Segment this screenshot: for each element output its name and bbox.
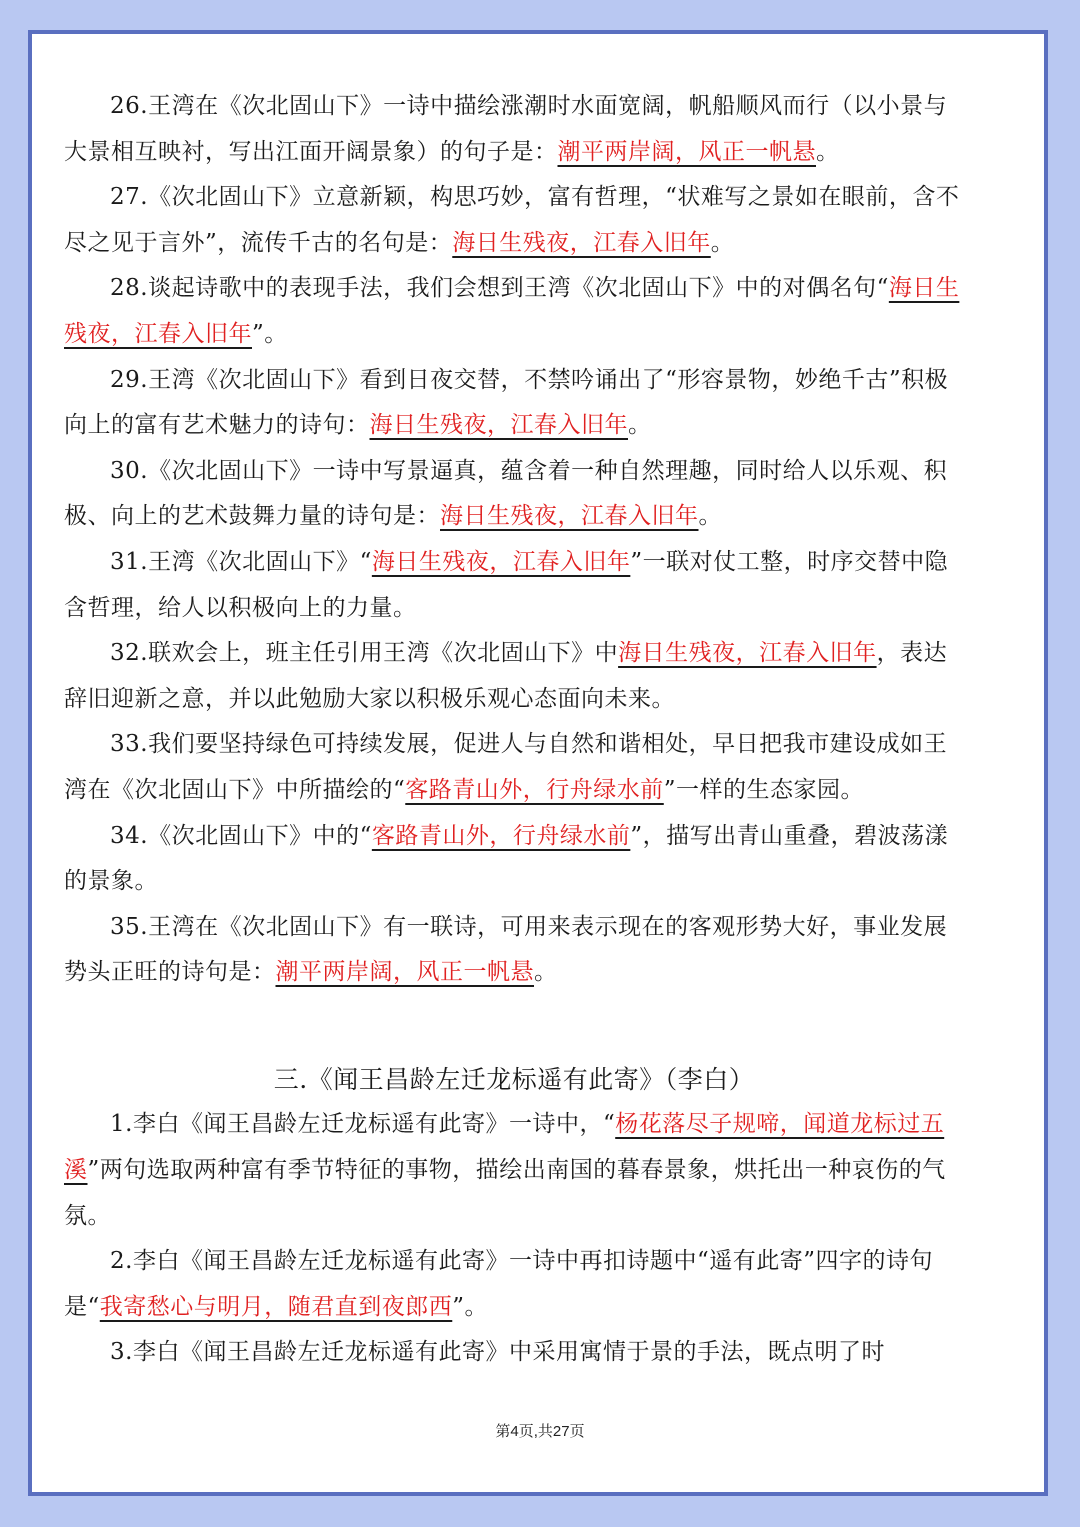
item-28: 28.谈起诗歌中的表现手法，我们会想到王湾《次北固山下》中的对偶名句“海日生残夜，江春入旧年”。	[64, 275, 960, 347]
answer: 海日生残夜，江春入旧年	[452, 229, 711, 256]
item-30: 30.《次北固山下》一诗中写景逼真，蕴含着一种自然理趣，同时给人以乐观、积极、向上的艺术鼓舞力量的诗句是：海日生残夜，江春入旧年。	[64, 457, 948, 530]
document-body	[64, 84, 964, 1376]
item-35: 35.王湾在《次北固山下》有一联诗，可用来表示现在的客观形势大好，事业发展势头正旺的诗句是：潮平两岸阔，风正一帆悬。	[64, 913, 948, 986]
answer: 潮平两岸阔，风正一帆悬	[275, 959, 534, 986]
section-item-1: 1.李白《闻王昌龄左迁龙标遥有此寄》一诗中，“杨花落尽子规啼，闻道龙标过五溪”两句选取两种富有季节特征的事物，描绘出南国的暮春景象，烘托出一种哀伤的气氛。	[64, 1111, 946, 1229]
answer: 我寄愁心与明月，随君直到夜郎西	[99, 1293, 453, 1320]
item-29: 29.王湾《次北固山下》看到日夜交替，不禁吟诵出了“形容景物，妙绝千古”积极向上的富有艺术魅力的诗句：海日生残夜，江春入旧年。	[64, 366, 949, 439]
section-title: 三.《闻王昌龄左迁龙标遥有此寄》（李白）	[273, 1064, 755, 1094]
item-33: 33.我们要坚持绿色可持续发展，促进人与自然和谐相处，早日把我市建设成如王湾在《次北固山下》中所描绘的“客路青山外，行舟绿水前”一样的生态家园。	[64, 731, 948, 803]
answer: 海日生残夜，江春入旧年	[371, 548, 631, 575]
answer: 客路青山外，行舟绿水前	[405, 776, 664, 803]
item-34: 34.《次北固山下》中的“客路青山外，行舟绿水前”，描写出青山重叠，碧波荡漾的景象。	[64, 822, 949, 895]
answer: 潮平两岸阔，风正一帆悬	[557, 138, 816, 165]
answer: 海日生残夜，江春入旧年	[64, 275, 960, 347]
section-item-3: 3.李白《闻王昌龄左迁龙标遥有此寄》中采用寓情于景的手法，既点明了时	[110, 1339, 885, 1366]
answer: 海日生残夜，江春入旧年	[618, 640, 877, 667]
answer: 杨花落尽子规啼，闻道龙标过五溪	[64, 1111, 945, 1184]
item-26: 26.王湾在《次北固山下》一诗中描绘涨潮时水面宽阔，帆船顺风而行（以小景与大景相互映衬，写出江面开阔景象）的句子是：潮平两岸阔，风正一帆悬。	[64, 93, 948, 165]
answer: 客路青山外，行舟绿水前	[371, 822, 631, 849]
page-footer: 第4页,共27页	[495, 1423, 585, 1440]
item-32: 32.联欢会上，班主任引用王湾《次北固山下》中海日生残夜，江春入旧年，表达辞旧迎新之意，并以此勉励大家以积极乐观心态面向未来。	[64, 640, 948, 712]
section-item-2: 2.李白《闻王昌龄左迁龙标遥有此寄》一诗中再扣诗题中“遥有此寄”四字的诗句是“我寄愁心与明月，随君直到夜郎西”。	[64, 1248, 933, 1320]
item-27: 27.《次北固山下》立意新颖，构思巧妙，富有哲理，“状难写之景如在眼前，含不尽之见于言外”，流传千古的名句是：海日生残夜，江春入旧年。	[64, 184, 960, 256]
answer: 海日生残夜，江春入旧年	[369, 412, 628, 439]
answer: 海日生残夜，江春入旧年	[440, 503, 699, 530]
section-gap	[64, 996, 964, 1031]
item-31: 31.王湾《次北固山下》“海日生残夜，江春入旧年”一联对仗工整，时序交替中隐含哲理，给人以积极向上的力量。	[64, 548, 949, 621]
